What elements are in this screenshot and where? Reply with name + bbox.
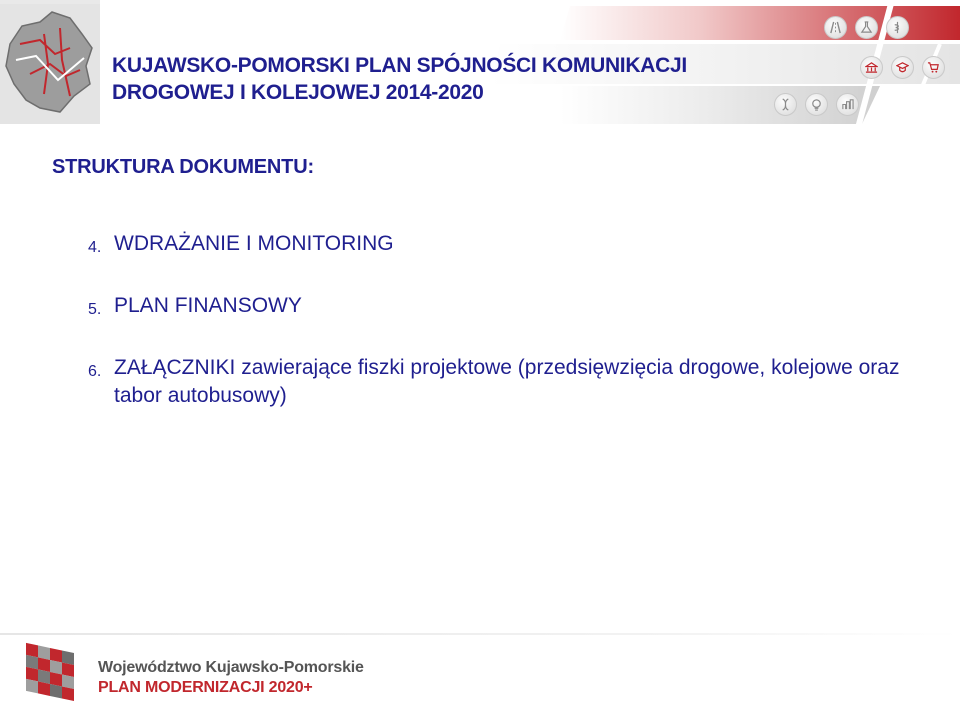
document-title: [112, 52, 687, 106]
medical-icon: [886, 16, 909, 39]
graduation-cap-icon: [891, 56, 914, 79]
list-item: [88, 354, 908, 410]
region-map-logo: [0, 4, 100, 124]
cart-icon: [922, 56, 945, 79]
flask-icon: [855, 16, 878, 39]
checkered-flag-logo: [22, 640, 88, 706]
header-banner: [0, 0, 960, 128]
banner-icon-row-1: [824, 16, 909, 39]
item-text: ZAŁĄCZNIKI zawierające fiszki projektowe (przedsięwzięcia drogowe, kolejowe oraz tabor autobusowy): [114, 356, 900, 407]
item-number: 6.: [88, 363, 102, 380]
structure-list: [88, 230, 908, 440]
item-number: 5.: [88, 301, 102, 318]
footer-divider: [0, 633, 960, 635]
footer-organization-name: Województwo Kujawsko-Pomorskie: [98, 659, 364, 676]
title-line-1: KUJAWSKO-POMORSKI PLAN SPÓJNOŚCI KOMUNIKACJI: [112, 54, 687, 77]
list-item: [88, 230, 908, 262]
building-icon: [860, 56, 883, 79]
banner-icon-row-3: [774, 93, 859, 116]
section-heading: STRUKTURA DOKUMENTU:: [52, 156, 314, 178]
footer-plan-name: PLAN MODERNIZACJI 2020+: [98, 679, 313, 696]
road-icon: [824, 16, 847, 39]
lightbulb-icon: [805, 93, 828, 116]
banner-icon-row-2: [860, 56, 945, 79]
item-number: 4.: [88, 239, 102, 256]
dna-icon: [774, 93, 797, 116]
bar-chart-icon: [836, 93, 859, 116]
list-item: [88, 292, 908, 324]
title-line-2: DROGOWEJ I KOLEJOWEJ 2014-2020: [112, 81, 484, 104]
item-text: PLAN FINANSOWY: [114, 294, 302, 317]
item-text: WDRAŻANIE I MONITORING: [114, 232, 394, 255]
